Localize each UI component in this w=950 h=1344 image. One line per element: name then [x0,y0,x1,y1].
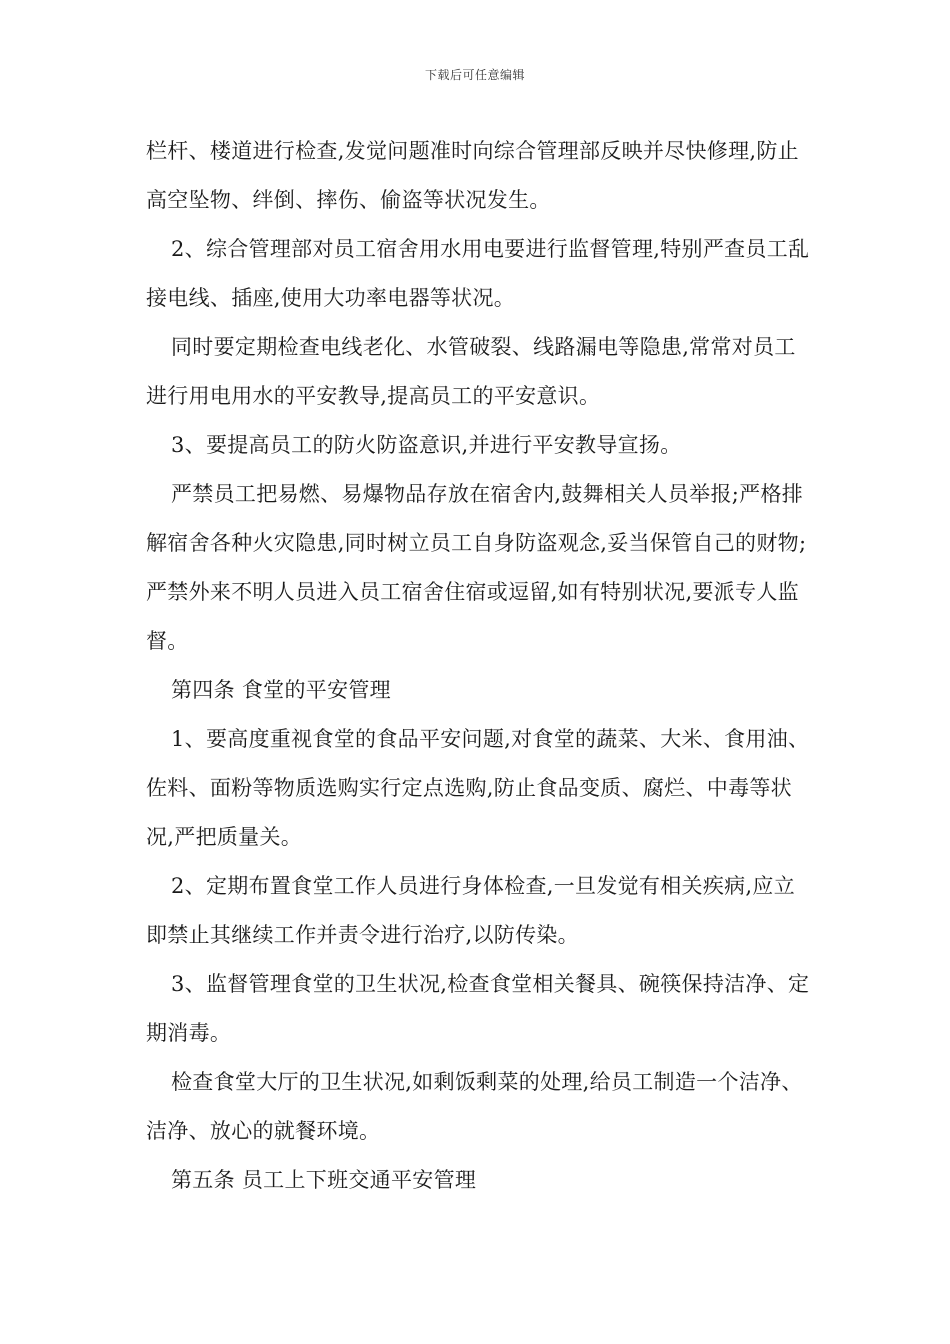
document-body [146,127,810,1205]
section-heading-5: 第五条 员工上下班交通平安管理 [171,1168,477,1192]
paragraph-9: 检查食堂大厅的卫生状况,如剩饭剩菜的处理,给员工制造一个洁净、洁净、放心的就餐环境。 [146,1070,803,1143]
paragraph-1: 栏杆、楼道进行检查,发觉问题准时向综合管理部反映并尽快修理,防止高空坠物、绊倒、摔伤、偷盗等状况发生。 [146,139,799,212]
paragraph-6: 1、要高度重视食堂的食品平安问题,对食堂的蔬菜、大米、食用油、佐料、面粉等物质选购实行定点选购,防止食品变质、腐烂、中毒等状况,严把质量关。 [146,727,810,849]
paragraph-7: 2、定期布置食堂工作人员进行身体检查,一旦发觉有相关疾病,应立即禁止其继续工作并责令进行治疗,以防传染。 [146,874,796,947]
paragraph-2: 2、综合管理部对员工宿舍用水用电要进行监督管理,特别严查员工乱接电线、插座,使用大功率电器等状况。 [146,237,810,310]
paragraph-5: 严禁员工把易燃、易爆物品存放在宿舍内,鼓舞相关人员举报;严格排解宿舍各种火灾隐患,同时树立员工自身防盗观念,妥当保管自己的财物;严禁外来不明人员进入员工宿舍住宿或逗留,如有特别状况,要派专人监督。 [146,482,807,653]
paragraph-4: 3、要提高员工的防火防盗意识,并进行平安教导宣扬。 [171,433,682,457]
paragraph-8: 3、监督管理食堂的卫生状况,检查食堂相关餐具、碗筷保持洁净、定期消毒。 [146,972,810,1045]
paragraph-3: 同时要定期检查电线老化、水管破裂、线路漏电等隐患,常常对员工进行用电用水的平安教导,提高员工的平安意识。 [146,335,796,408]
section-heading-4: 第四条 食堂的平安管理 [171,678,391,702]
page-header: 下载后可任意编辑 [424,68,525,82]
